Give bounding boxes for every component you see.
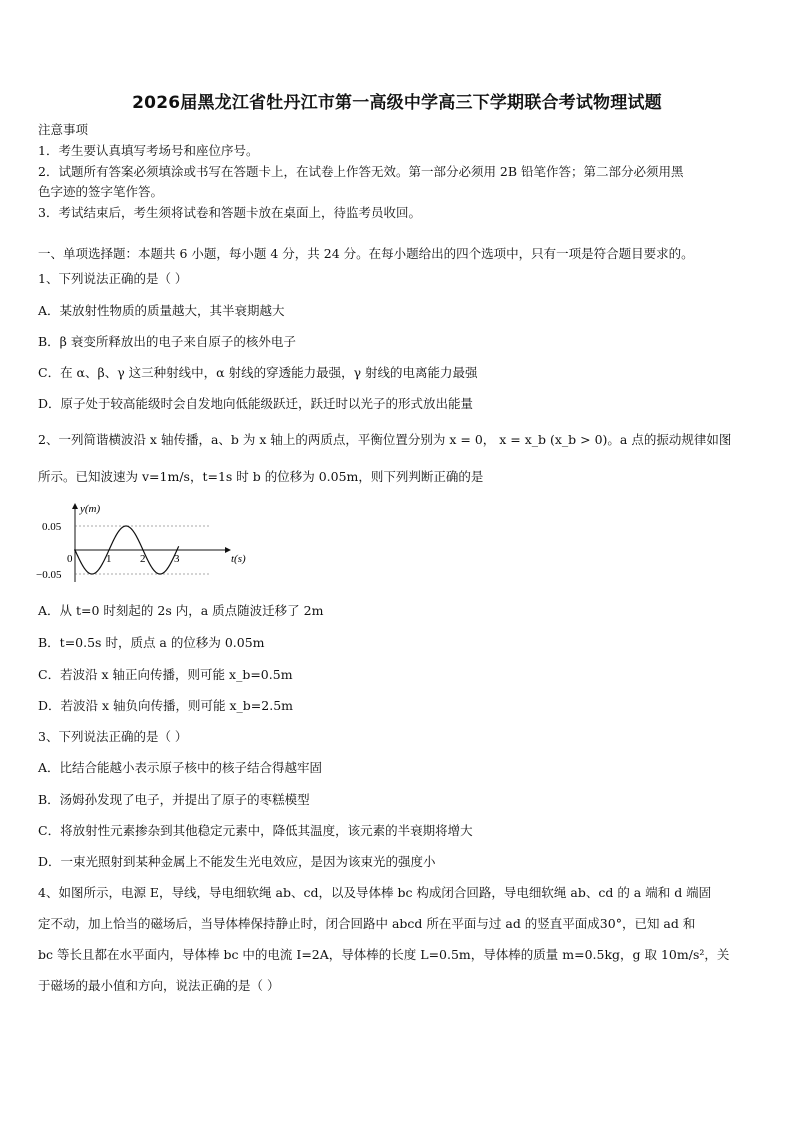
q2-option-c: C．若波沿 x 轴正向传播，则可能 x_b=0.5m xyxy=(38,667,293,682)
q2-option-d: D．若波沿 x 轴负向传播，则可能 x_b=2.5m xyxy=(38,698,293,713)
x-tick-0: 0 xyxy=(67,553,73,565)
vibration-graph xyxy=(34,500,264,590)
notice-item-2: 2．试题所有答案必须填涂或书写在答题卡上，在试卷上作答无效。第一部分必须用 2B 铅笔作答；第二部分必须用黑 xyxy=(38,164,684,179)
y-tick-bottom: −0.05 xyxy=(36,569,62,581)
notice-item-2-cont: 色字迹的签字笔作答。 xyxy=(38,184,164,199)
q4-line-2: 定不动，加上恰当的磁场后，当导体棒保持静止时，闭合回路中 abcd 所在平面与过 ad 的竖直平面成30°，已知 ad 和 xyxy=(38,916,696,931)
q1-option-c: C．在 α、β、γ 这三种射线中，α 射线的穿透能力最强，γ 射线的电离能力最强 xyxy=(38,365,478,380)
x-tick-1: 1 xyxy=(106,553,112,565)
q1-stem: 1、下列说法正确的是（ ） xyxy=(38,271,188,286)
section-heading: 一、单项选择题：本题共 6 小题，每小题 4 分，共 24 分。在每小题给出的四个选项中，只有一项是符合题目要求的。 xyxy=(38,246,694,261)
y-axis-label: y(m) xyxy=(80,503,101,515)
q2-option-b: B．t=0.5s 时，质点 a 的位移为 0.05m xyxy=(38,635,265,650)
q4-line-4: 于磁场的最小值和方向，说法正确的是（ ） xyxy=(38,978,280,993)
notice-item-1: 1．考生要认真填写考场号和座位序号。 xyxy=(38,143,259,158)
page-title: 2026届黑龙江省牡丹江市第一高级中学高三下学期联合考试物理试题 xyxy=(132,93,662,113)
q3-stem: 3、下列说法正确的是（ ） xyxy=(38,729,188,744)
x-tick-3: 3 xyxy=(174,553,180,565)
q3-option-c: C．将放射性元素掺杂到其他稳定元素中，降低其温度，该元素的半衰期将增大 xyxy=(38,823,473,838)
q3-option-b: B．汤姆孙发现了电子，并提出了原子的枣糕模型 xyxy=(38,792,310,807)
q1-option-a: A．某放射性物质的质量越大，其半衰期越大 xyxy=(38,303,285,318)
q4-line-3: bc 等长且都在水平面内，导体棒 bc 中的电流 I=2A，导体棒的长度 L=0.5m，导体棒的质量 m=0.5kg，g 取 10m/s²，关 xyxy=(38,947,730,962)
q1-option-d: D．原子处于较高能级时会自发地向低能级跃迁，跃迁时以光子的形式放出能量 xyxy=(38,396,474,411)
q3-option-a: A．比结合能越小表示原子核中的核子结合得越牢固 xyxy=(38,760,323,775)
q2-option-a: A．从 t=0 时刻起的 2s 内，a 质点随波迁移了 2m xyxy=(38,603,324,618)
q2-stem-line-1: 2、一列简谐横波沿 x 轴传播，a、b 为 x 轴上的两质点，平衡位置分别为 x = 0， x = x_b (x_b > 0)。a 点的振动规律如图 xyxy=(38,432,732,447)
notice-heading: 注意事项 xyxy=(38,122,89,137)
q4-line-1: 4、如图所示，电源 E，导线，导电细软绳 ab、cd，以及导体棒 bc 构成闭合回路，导电细软绳 ab、cd 的 a 端和 d 端固 xyxy=(38,885,712,900)
q2-stem-line-2: 所示。已知波速为 v=1m/s，t=1s 时 b 的位移为 0.05m，则下列判断正确的是 xyxy=(38,469,484,484)
notice-item-3: 3．考试结束后，考生须将试卷和答题卡放在桌面上，待监考员收回。 xyxy=(38,205,421,220)
x-tick-2: 2 xyxy=(140,553,146,565)
x-axis-label: t(s) xyxy=(231,553,246,565)
q1-option-b: B．β 衰变所释放出的电子来自原子的核外电子 xyxy=(38,334,296,349)
y-tick-top: 0.05 xyxy=(42,521,62,533)
q3-option-d: D．一束光照射到某种金属上不能发生光电效应，是因为该束光的强度小 xyxy=(38,854,436,869)
